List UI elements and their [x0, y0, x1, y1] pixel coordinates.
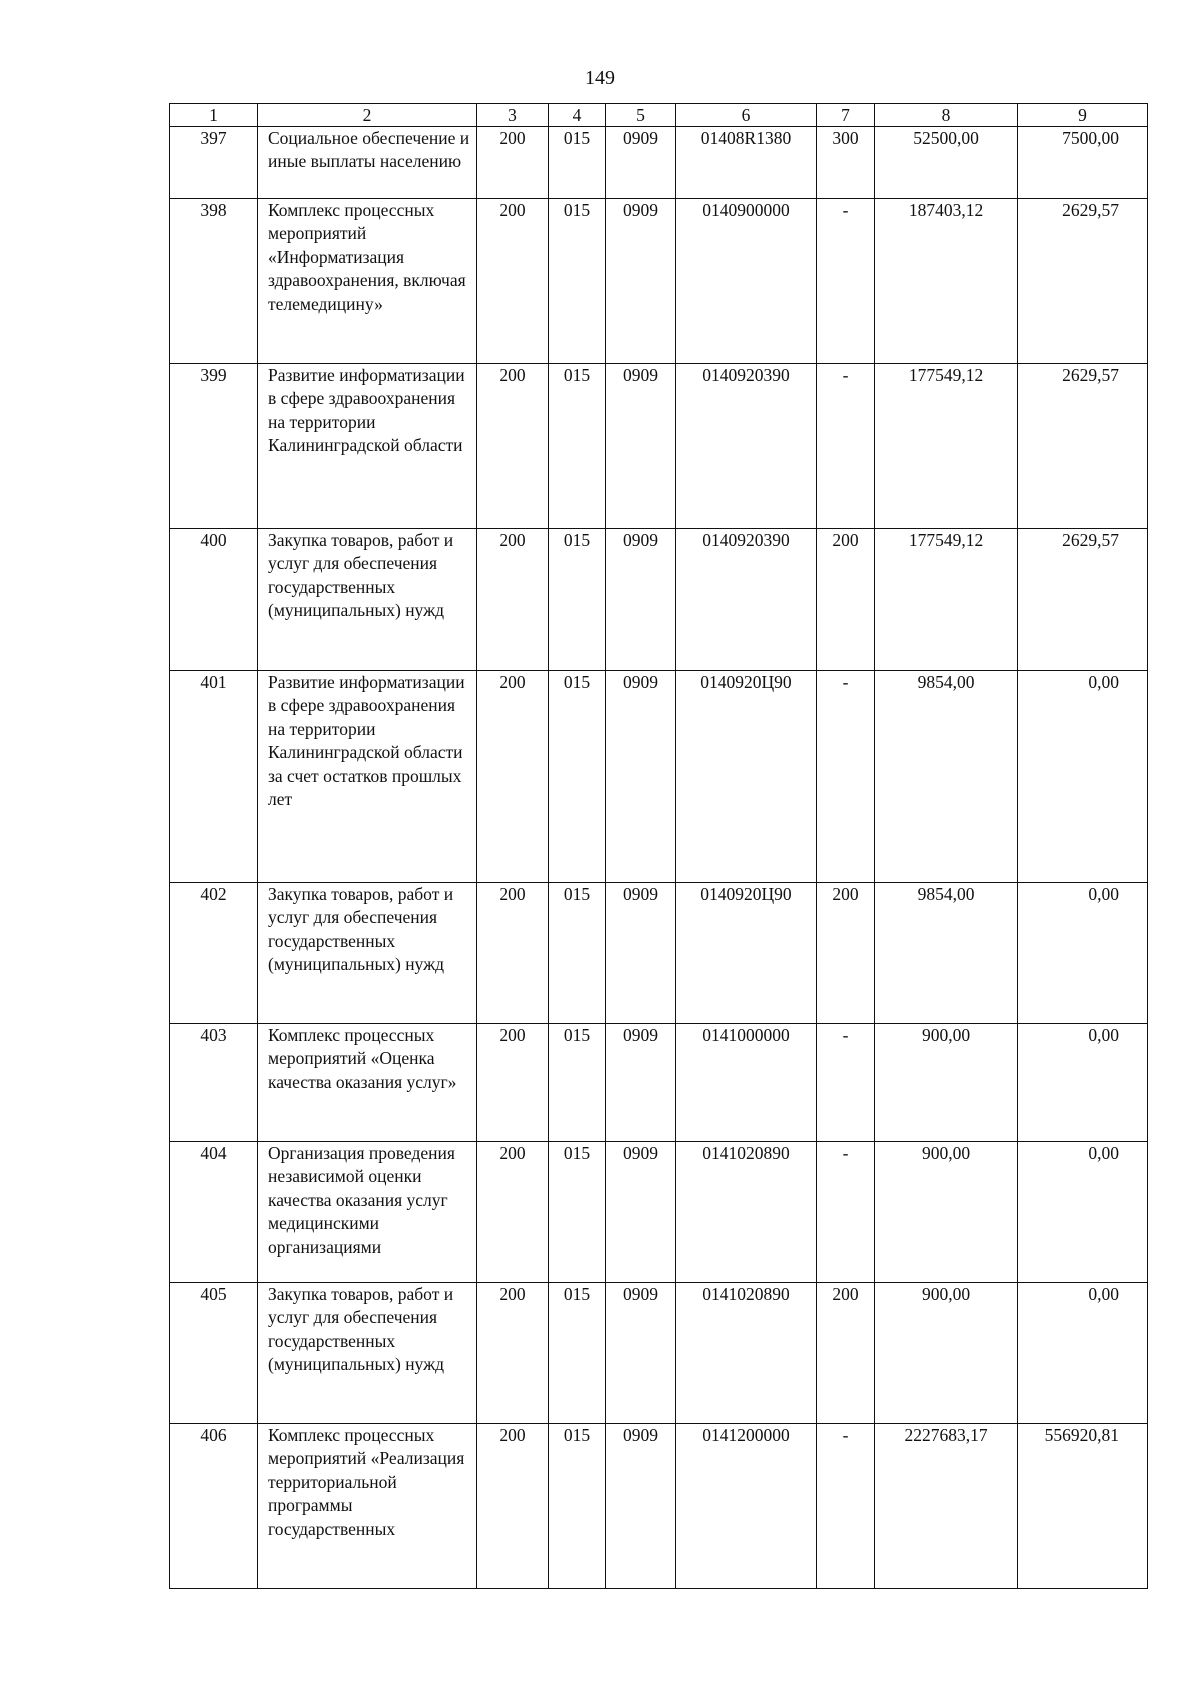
row-col7: 200	[817, 883, 875, 1024]
row-col7: -	[817, 364, 875, 529]
row-number: 404	[170, 1142, 258, 1283]
table-row	[170, 1142, 1148, 1283]
row-col7: -	[817, 1142, 875, 1283]
row-col3: 200	[477, 529, 549, 671]
row-col7: 300	[817, 127, 875, 199]
row-col3: 200	[477, 1142, 549, 1283]
header-cell-8: 8	[875, 104, 1018, 127]
table-row	[170, 671, 1148, 883]
row-col3: 200	[477, 1283, 549, 1424]
row-number: 403	[170, 1024, 258, 1142]
row-col4: 015	[549, 1142, 606, 1283]
row-col8: 2227683,17	[875, 1424, 1018, 1589]
row-name: Закупка товаров, работ и услуг для обеспечения государственных (муниципальных) нужд	[258, 529, 477, 671]
row-number: 402	[170, 883, 258, 1024]
row-number: 405	[170, 1283, 258, 1424]
row-col7: -	[817, 671, 875, 883]
row-col3: 200	[477, 883, 549, 1024]
header-cell-4: 4	[549, 104, 606, 127]
row-col5: 0909	[606, 883, 676, 1024]
table-row	[170, 883, 1148, 1024]
row-col9: 556920,81	[1018, 1424, 1148, 1589]
row-number: 400	[170, 529, 258, 671]
row-col3: 200	[477, 671, 549, 883]
row-col8: 900,00	[875, 1024, 1018, 1142]
row-name: Закупка товаров, работ и услуг для обеспечения государственных (муниципальных) нужд	[258, 883, 477, 1024]
row-col9: 2629,57	[1018, 529, 1148, 671]
row-col7: 200	[817, 529, 875, 671]
header-cell-6: 6	[676, 104, 817, 127]
row-name: Социальное обеспечение и иные выплаты населению	[258, 127, 477, 199]
row-name: Развитие информатизации в сфере здравоохранения на территории Калининградской области	[258, 364, 477, 529]
row-col9: 0,00	[1018, 1024, 1148, 1142]
row-col5: 0909	[606, 1142, 676, 1283]
row-col8: 9854,00	[875, 671, 1018, 883]
row-col9: 0,00	[1018, 1142, 1148, 1283]
row-col6: 0141000000	[676, 1024, 817, 1142]
row-name: Закупка товаров, работ и услуг для обеспечения государственных (муниципальных) нужд	[258, 1283, 477, 1424]
row-col4: 015	[549, 883, 606, 1024]
table-row	[170, 1283, 1148, 1424]
row-col6: 0140920Ц90	[676, 671, 817, 883]
row-col5: 0909	[606, 1424, 676, 1589]
row-name: Развитие информатизации в сфере здравоохранения на территории Калининградской области за счет остатков прошлых лет	[258, 671, 477, 883]
table-row	[170, 364, 1148, 529]
row-number: 399	[170, 364, 258, 529]
row-number: 401	[170, 671, 258, 883]
header-cell-7: 7	[817, 104, 875, 127]
row-col8: 177549,12	[875, 529, 1018, 671]
row-col8: 52500,00	[875, 127, 1018, 199]
row-name: Комплекс процессных мероприятий «Оценка качества оказания услуг»	[258, 1024, 477, 1142]
row-col5: 0909	[606, 1024, 676, 1142]
header-cell-5: 5	[606, 104, 676, 127]
row-col9: 2629,57	[1018, 199, 1148, 364]
row-col8: 900,00	[875, 1142, 1018, 1283]
row-col3: 200	[477, 364, 549, 529]
row-col9: 7500,00	[1018, 127, 1148, 199]
table-row	[170, 529, 1148, 671]
row-col6: 0141200000	[676, 1424, 817, 1589]
row-name: Комплекс процессных мероприятий «Реализация территориальной программы государственных	[258, 1424, 477, 1589]
table-row	[170, 199, 1148, 364]
row-number: 398	[170, 199, 258, 364]
row-col4: 015	[549, 364, 606, 529]
row-col4: 015	[549, 529, 606, 671]
row-number: 397	[170, 127, 258, 199]
row-col8: 187403,12	[875, 199, 1018, 364]
header-cell-1: 1	[170, 104, 258, 127]
row-col4: 015	[549, 1424, 606, 1589]
table-row	[170, 127, 1148, 199]
header-cell-2: 2	[258, 104, 477, 127]
row-col5: 0909	[606, 529, 676, 671]
row-col4: 015	[549, 1024, 606, 1142]
row-col6: 0140920390	[676, 529, 817, 671]
row-col9: 0,00	[1018, 671, 1148, 883]
row-name: Организация проведения независимой оценки качества оказания услуг медицинскими организациями	[258, 1142, 477, 1283]
row-col7: -	[817, 1024, 875, 1142]
row-col6: 0140920Ц90	[676, 883, 817, 1024]
row-col4: 015	[549, 199, 606, 364]
row-col8: 177549,12	[875, 364, 1018, 529]
row-col4: 015	[549, 671, 606, 883]
row-col5: 0909	[606, 671, 676, 883]
row-col5: 0909	[606, 127, 676, 199]
budget-table	[169, 103, 1148, 1589]
row-col7: 200	[817, 1283, 875, 1424]
row-col3: 200	[477, 1024, 549, 1142]
row-col7: -	[817, 199, 875, 364]
page-number: 149	[585, 67, 615, 89]
row-col6: 0140900000	[676, 199, 817, 364]
row-name: Комплекс процессных мероприятий «Информатизация здравоохранения, включая телемедицину»	[258, 199, 477, 364]
row-col3: 200	[477, 199, 549, 364]
header-cell-9: 9	[1018, 104, 1148, 127]
row-col5: 0909	[606, 364, 676, 529]
row-col4: 015	[549, 1283, 606, 1424]
header-cell-3: 3	[477, 104, 549, 127]
row-col6: 0141020890	[676, 1283, 817, 1424]
row-col3: 200	[477, 127, 549, 199]
row-col5: 0909	[606, 1283, 676, 1424]
row-col7: -	[817, 1424, 875, 1589]
row-col6: 0141020890	[676, 1142, 817, 1283]
row-col9: 0,00	[1018, 1283, 1148, 1424]
table-header-row	[170, 104, 1148, 127]
row-col8: 900,00	[875, 1283, 1018, 1424]
row-col8: 9854,00	[875, 883, 1018, 1024]
row-col6: 01408R1380	[676, 127, 817, 199]
table-row	[170, 1424, 1148, 1589]
row-col9: 0,00	[1018, 883, 1148, 1024]
row-col3: 200	[477, 1424, 549, 1589]
row-col9: 2629,57	[1018, 364, 1148, 529]
row-col6: 0140920390	[676, 364, 817, 529]
row-col5: 0909	[606, 199, 676, 364]
table-row	[170, 1024, 1148, 1142]
row-number: 406	[170, 1424, 258, 1589]
row-col4: 015	[549, 127, 606, 199]
